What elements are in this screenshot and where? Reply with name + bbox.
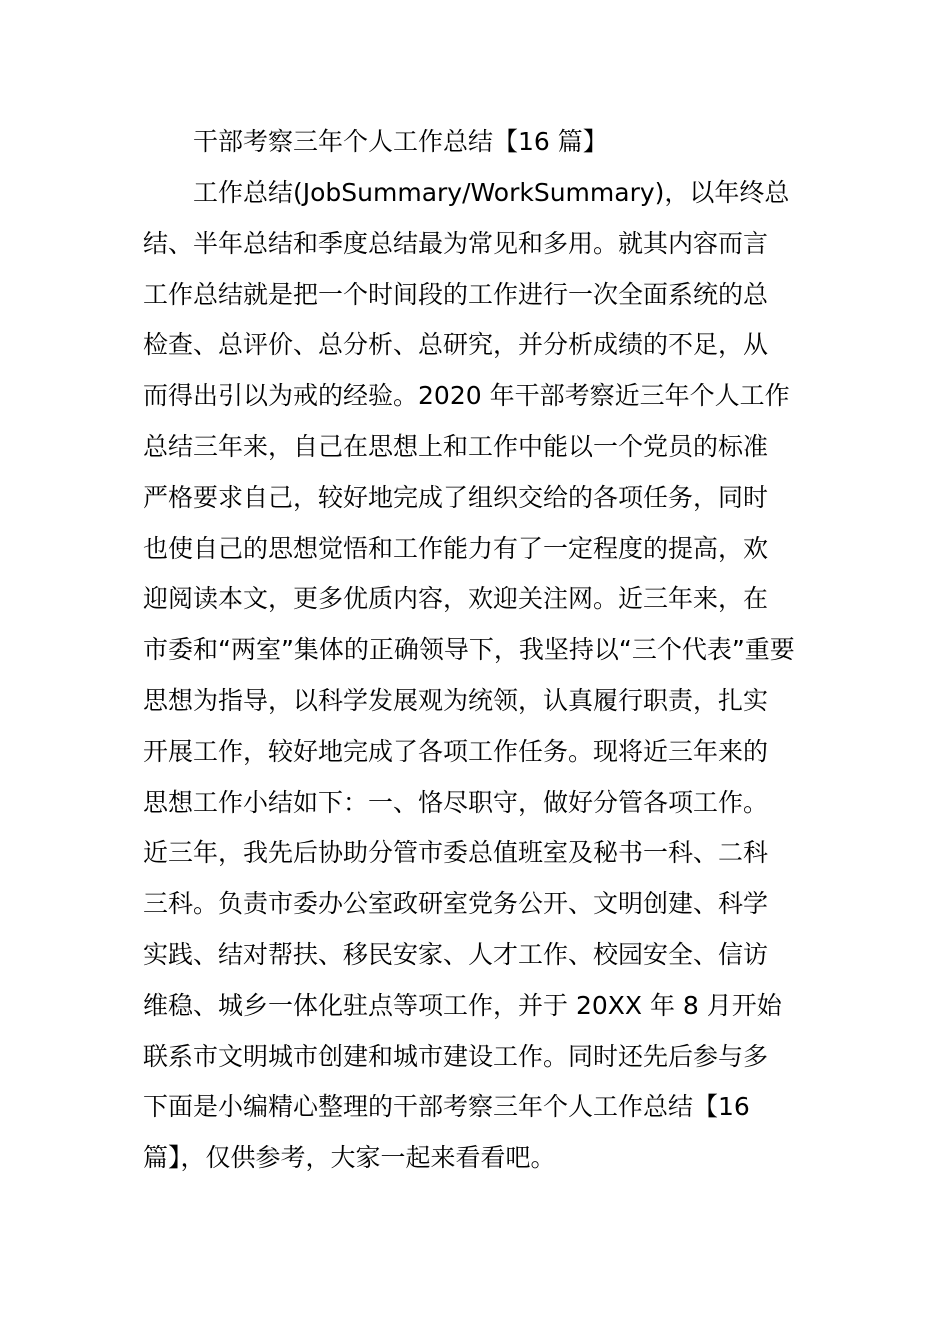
body-line: 也使自己的思想觉悟和工作能力有了一定程度的提高，欢 — [143, 533, 769, 563]
document-title: 干部考察三年个人工作总结【16 篇】 — [193, 127, 608, 156]
body-line: 严格要求自己，较好地完成了组织交给的各项任务，同时 — [143, 482, 769, 512]
body-line: 市委和“两室”集体的正确领导下，我坚持以“三个代表”重要 — [143, 635, 795, 665]
body-line: 三科。负责市委办公室政研室党务公开、文明创建、科学 — [143, 889, 769, 919]
body-line: 工作总结就是把一个时间段的工作进行一次全面系统的总 — [143, 279, 769, 309]
body-line: 总结三年来，自己在思想上和工作中能以一个党员的标准 — [143, 431, 769, 461]
body-line: 开展工作，较好地完成了各项工作任务。现将近三年来的 — [143, 736, 769, 766]
body-line: 工作总结(JobSummary/WorkSummary)，以年终总 — [193, 178, 790, 207]
document-body — [143, 173, 813, 1189]
body-line: 思想工作小结如下：一、恪尽职守，做好分管各项工作。 — [143, 787, 769, 817]
body-line: 结、半年总结和季度总结最为常见和多用。就其内容而言 — [143, 228, 769, 258]
body-line: 近三年，我先后协助分管市委总值班室及秘书一科、二科 — [143, 838, 769, 868]
body-line: 维稳、城乡一体化驻点等项工作，并于 20XX 年 8 月开始 — [143, 990, 782, 1020]
body-line: 篇】，仅供参考，大家一起来看看吧。 — [143, 1143, 556, 1173]
body-line: 思想为指导，以科学发展观为统领，认真履行职责，扎实 — [143, 685, 769, 715]
body-line: 下面是小编精心整理的干部考察三年个人工作总结【16 — [143, 1092, 750, 1122]
body-line: 联系市文明城市创建和城市建设工作。同时还先后参与多 — [143, 1041, 769, 1071]
body-line: 而得出引以为戒的经验。2020 年干部考察近三年个人工作 — [143, 381, 790, 411]
body-line: 迎阅读本文，更多优质内容，欢迎关注网。近三年来，在 — [143, 584, 769, 614]
body-line: 检查、总评价、总分析、总研究，并分析成绩的不足，从 — [143, 330, 769, 360]
body-line: 实践、结对帮扶、移民安家、人才工作、校园安全、信访 — [143, 939, 769, 969]
